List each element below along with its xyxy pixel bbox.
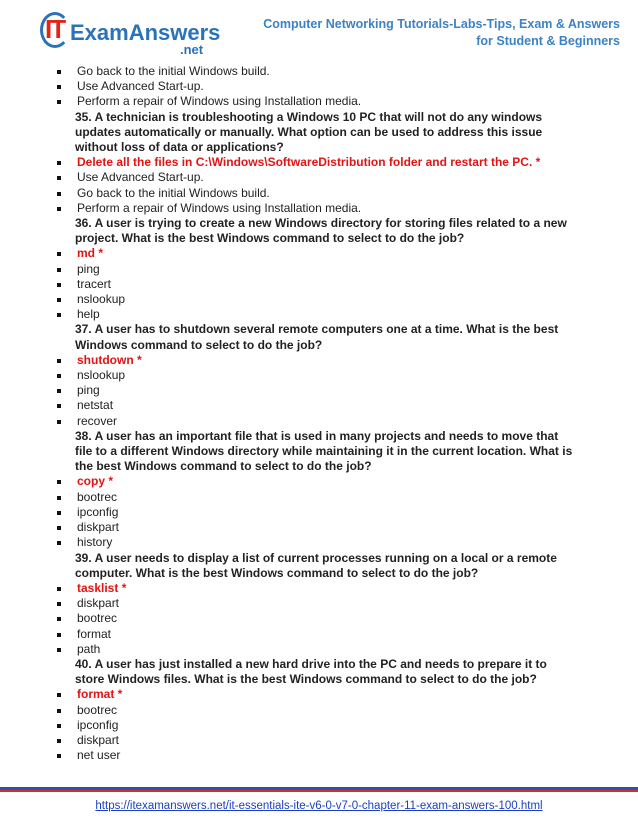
answer-option-item <box>57 505 577 520</box>
square-bullet-icon <box>57 617 61 621</box>
square-bullet-icon <box>57 389 61 393</box>
site-logo[interactable] <box>40 12 220 56</box>
answer-option-item <box>57 170 577 185</box>
square-bullet-icon <box>57 724 61 728</box>
option-label: history <box>77 535 113 550</box>
question-text: 40. A user has just installed a new hard drive into the PC and needs to prepare it to store Windows files. What is the best Windows command to select to do the job? <box>75 656 547 687</box>
square-bullet-icon <box>57 268 61 272</box>
square-bullet-icon <box>57 511 61 515</box>
correct-answer-item <box>57 581 577 596</box>
option-label: format <box>77 626 112 641</box>
question-list <box>57 64 577 763</box>
square-bullet-icon <box>57 693 61 697</box>
answer-option-item <box>57 368 577 383</box>
answer-option-item <box>57 307 577 322</box>
answer-option-item <box>57 490 577 505</box>
option-label: nslookup <box>77 292 126 307</box>
square-bullet-icon <box>57 587 61 591</box>
option-label: ping <box>77 383 100 398</box>
square-bullet-icon <box>57 207 61 211</box>
square-bullet-icon <box>57 176 61 180</box>
square-bullet-icon <box>57 754 61 758</box>
answer-option-item <box>57 262 577 277</box>
logo-it-text: IT <box>45 14 65 44</box>
answer-option-item <box>57 186 577 201</box>
answer-option-item <box>57 414 577 429</box>
option-label: nslookup <box>77 368 126 383</box>
answer-option-item <box>57 703 577 718</box>
tagline-line1: Computer Networking Tutorials-Labs-Tips, Exam & Answers <box>263 17 620 31</box>
option-label: Use Advanced Start-up. <box>77 79 204 94</box>
site-tagline <box>263 16 620 50</box>
option-label: help <box>77 307 100 322</box>
answer-option-item <box>57 748 577 763</box>
answer-option-item <box>57 733 577 748</box>
answer-option-item <box>57 535 577 550</box>
option-label: copy * <box>77 474 114 489</box>
square-bullet-icon <box>57 496 61 500</box>
answer-option-item <box>57 642 577 657</box>
question-text: 37. A user has to shutdown several remote computers one at a time. What is the best Windows command to select to do the job? <box>75 322 559 352</box>
option-label: ipconfig <box>77 504 119 519</box>
answer-option-item <box>57 292 577 307</box>
answer-option-item <box>57 383 577 398</box>
square-bullet-icon <box>57 161 61 165</box>
page-header <box>0 0 638 58</box>
square-bullet-icon <box>57 420 61 424</box>
square-bullet-icon <box>57 374 61 378</box>
question-text: 35. A technician is troubleshooting a Windows 10 PC that will not do any windows updates automatically or manually. What option can be used to address this issue without loss of data or applications? <box>75 109 543 155</box>
square-bullet-icon <box>57 526 61 530</box>
answer-option-item <box>57 627 577 642</box>
option-label: Go back to the initial Windows build. <box>77 64 270 78</box>
option-label: md * <box>77 246 104 261</box>
option-label: tracert <box>77 276 112 291</box>
square-bullet-icon <box>57 359 61 363</box>
option-label: Delete all the files in C:\Windows\SoftwareDistribution folder and restart the PC. * <box>77 155 541 170</box>
square-bullet-icon <box>57 252 61 256</box>
square-bullet-icon <box>57 541 61 545</box>
answer-option-item <box>57 79 577 94</box>
option-label: diskpart <box>77 732 120 747</box>
logo-name: ExamAnswers <box>70 20 221 45</box>
option-label: Go back to the initial Windows build. <box>77 185 270 200</box>
answer-option-item <box>57 718 577 733</box>
option-label: format * <box>77 687 123 702</box>
option-label: netstat <box>77 398 114 413</box>
correct-answer-item <box>57 687 577 702</box>
option-label: bootrec <box>77 489 118 504</box>
square-bullet-icon <box>57 709 61 713</box>
square-bullet-icon <box>57 648 61 652</box>
footer-source-link[interactable]: https://itexamanswers.net/it-essentials-ite-v6-0-v7-0-chapter-11-exam-answers-100.html <box>95 800 543 812</box>
square-bullet-icon <box>57 602 61 606</box>
answer-option-item <box>57 64 577 79</box>
square-bullet-icon <box>57 633 61 637</box>
option-label: shutdown * <box>77 352 142 367</box>
option-label: path <box>77 641 101 656</box>
answer-option-item <box>57 596 577 611</box>
option-label: net user <box>77 748 121 763</box>
option-label: Use Advanced Start-up. <box>77 170 204 185</box>
square-bullet-icon <box>57 70 61 74</box>
option-label: ipconfig <box>77 717 119 732</box>
option-label: recover <box>77 413 118 428</box>
square-bullet-icon <box>57 480 61 484</box>
footer-divider-red <box>0 790 638 792</box>
correct-answer-item <box>57 246 577 261</box>
option-label: diskpart <box>77 596 120 611</box>
question-text: 38. A user has an important file that is used in many projects and needs to move that file to a different Windows directory while maintaining it in the current location. What is the best Windows command to select to do the job? <box>75 428 573 474</box>
answer-option-item <box>57 520 577 535</box>
square-bullet-icon <box>57 313 61 317</box>
question-text: 36. A user is trying to create a new Windows directory for storing files related to a new project. What is the best Windows command to select to do the job? <box>75 216 567 246</box>
option-label: Perform a repair of Windows using Installation media. <box>77 200 362 215</box>
answer-option-item <box>57 277 577 292</box>
option-label: bootrec <box>77 611 118 626</box>
option-label: ping <box>77 261 100 276</box>
square-bullet-icon <box>57 192 61 196</box>
question-text: 39. A user needs to display a list of current processes running on a local or a remote computer. What is the best Windows command to select to do the job? <box>75 550 557 580</box>
square-bullet-icon <box>57 85 61 89</box>
correct-answer-item <box>57 155 577 170</box>
square-bullet-icon <box>57 298 61 302</box>
square-bullet-icon <box>57 283 61 287</box>
square-bullet-icon <box>57 100 61 104</box>
answer-option-item <box>57 398 577 413</box>
option-label: diskpart <box>77 520 120 535</box>
square-bullet-icon <box>57 739 61 743</box>
correct-answer-item <box>57 353 577 368</box>
option-label: bootrec <box>77 702 118 717</box>
square-bullet-icon <box>57 404 61 408</box>
answer-option-item <box>57 201 577 216</box>
logo-net: .net <box>180 42 204 57</box>
tagline-line2: for Student & Beginners <box>476 34 620 48</box>
option-label: tasklist * <box>77 580 127 595</box>
correct-answer-item <box>57 474 577 489</box>
answer-option-item <box>57 94 577 109</box>
option-label: Perform a repair of Windows using Installation media. <box>77 94 362 109</box>
answer-option-item <box>57 611 577 626</box>
